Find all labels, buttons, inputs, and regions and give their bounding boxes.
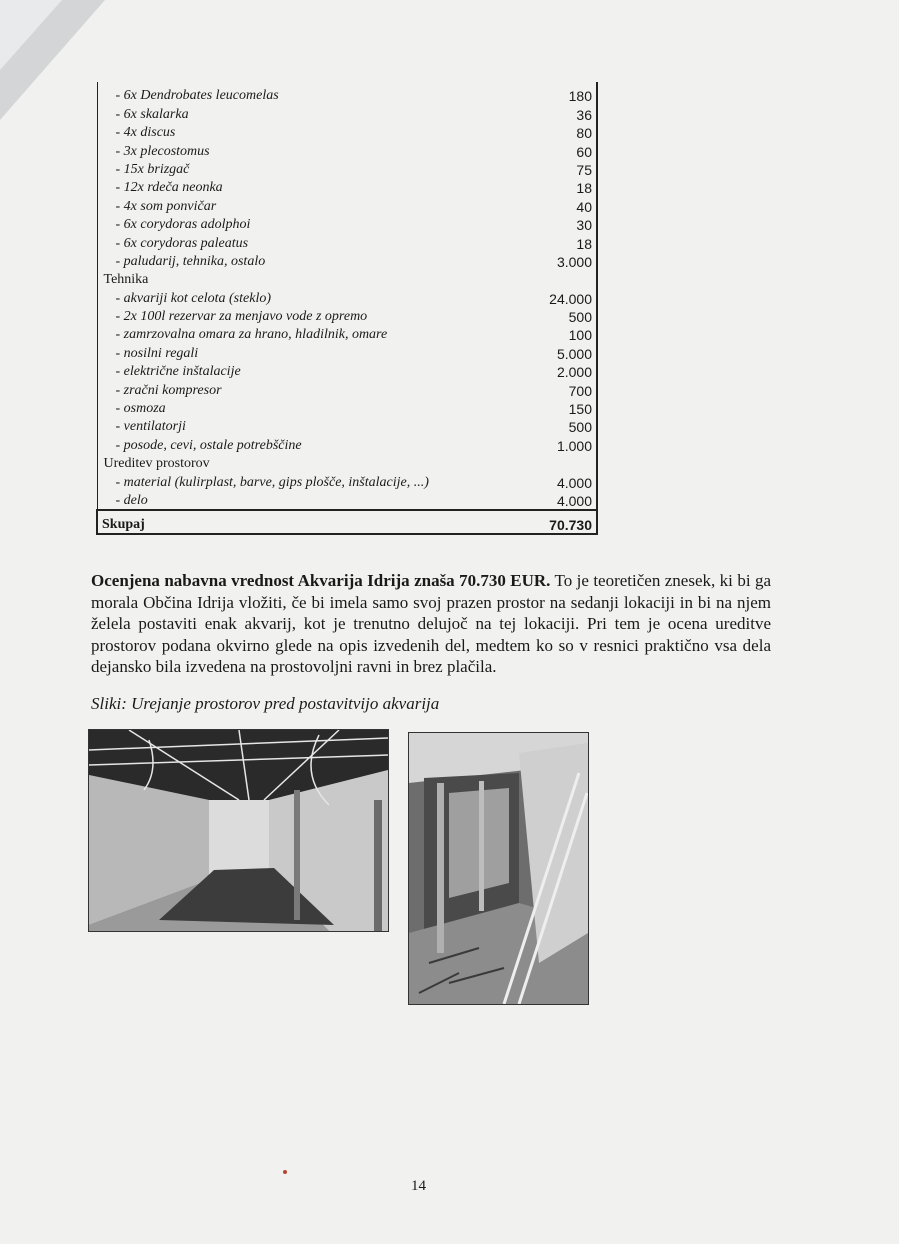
table-row bbox=[97, 178, 597, 196]
table-row bbox=[97, 82, 597, 104]
valuation-highlight: Ocenjena nabavna vrednost Akvarija Idrija znaša 70.730 EUR. bbox=[91, 571, 551, 590]
item-value: 36 bbox=[512, 104, 597, 122]
item-label: - ventilatorji bbox=[97, 417, 512, 435]
table-section-row bbox=[97, 270, 597, 288]
item-value: 60 bbox=[512, 141, 597, 159]
page-fold-corner bbox=[0, 0, 62, 70]
table-row bbox=[97, 123, 597, 141]
valuation-text: To je teoretičen znesek, ki bi ga morala Občina Idrija vložiti, če bi imela samo svoj prazen prostor na sedanji lokaciji in bi na njem želela postaviti enak akvarij, kot je trenutno delujoč na tej lokaciji. Pri tem je ocena ureditve prostorov podana okvirno glede na opis izvedenih del, medtem ko so v resnici praktično vsa dela dejansko bila izvedena na prostovoljni ravni in brez plačila. bbox=[91, 571, 772, 676]
item-label: - delo bbox=[97, 491, 512, 510]
table-row bbox=[97, 362, 597, 380]
cost-table bbox=[96, 82, 598, 535]
item-label: - zamrzovalna omara za hrano, hladilnik, omare bbox=[97, 325, 512, 343]
table-row bbox=[97, 196, 597, 214]
item-label: - 2x 100l rezervar za menjavo vode z opremo bbox=[97, 307, 512, 325]
item-value: 180 bbox=[512, 82, 597, 104]
section-label: Tehnika bbox=[97, 270, 512, 288]
table-row bbox=[97, 160, 597, 178]
item-label: - 15x brizgač bbox=[97, 160, 512, 178]
item-label: - zračni kompresor bbox=[97, 380, 512, 398]
item-value: 700 bbox=[512, 380, 597, 398]
photo-room-renovation-wide-image bbox=[89, 730, 388, 931]
table-row bbox=[97, 343, 597, 361]
item-value: 5.000 bbox=[512, 343, 597, 361]
valuation-paragraph bbox=[91, 570, 771, 678]
photo-caption: Sliki: Urejanje prostorov pred postavitvijo akvarija bbox=[91, 694, 440, 713]
item-value: 150 bbox=[512, 399, 597, 417]
table-row bbox=[97, 215, 597, 233]
item-value: 40 bbox=[512, 196, 597, 214]
item-label: - material (kulirplast, barve, gips plošče, inštalacije, ...) bbox=[97, 472, 512, 490]
item-value: 500 bbox=[512, 307, 597, 325]
item-label: - akvariji kot celota (steklo) bbox=[97, 288, 512, 306]
item-label: - 4x som ponvičar bbox=[97, 196, 512, 214]
item-label: - 3x plecostomus bbox=[97, 141, 512, 159]
item-label: - 12x rdeča neonka bbox=[97, 178, 512, 196]
table-row bbox=[97, 472, 597, 490]
item-value: 1.000 bbox=[512, 435, 597, 453]
table-row bbox=[97, 491, 597, 510]
item-value: 30 bbox=[512, 215, 597, 233]
table-row bbox=[97, 288, 597, 306]
item-label: - osmoza bbox=[97, 399, 512, 417]
item-label: - 6x Dendrobates leucomelas bbox=[97, 82, 512, 104]
item-label: - 6x skalarka bbox=[97, 104, 512, 122]
item-label: - električne inštalacije bbox=[97, 362, 512, 380]
photo-room-renovation-corridor-image bbox=[409, 733, 588, 1004]
item-value: 4.000 bbox=[512, 472, 597, 490]
item-label: - nosilni regali bbox=[97, 343, 512, 361]
item-label: - 4x discus bbox=[97, 123, 512, 141]
table-row bbox=[97, 307, 597, 325]
item-value: 3.000 bbox=[512, 252, 597, 270]
item-value bbox=[512, 454, 597, 472]
photo-room-renovation-corridor bbox=[408, 732, 589, 1005]
section-label: Ureditev prostorov bbox=[97, 454, 512, 472]
item-value: 75 bbox=[512, 160, 597, 178]
table-row bbox=[97, 325, 597, 343]
item-value: 24.000 bbox=[512, 288, 597, 306]
item-value: 100 bbox=[512, 325, 597, 343]
item-value: 80 bbox=[512, 123, 597, 141]
item-label: - 6x corydoras adolphoi bbox=[97, 215, 512, 233]
table-row bbox=[97, 141, 597, 159]
item-value: 500 bbox=[512, 417, 597, 435]
item-value: 18 bbox=[512, 233, 597, 251]
table-row bbox=[97, 104, 597, 122]
table-row bbox=[97, 417, 597, 435]
table-row bbox=[97, 435, 597, 453]
item-value: 2.000 bbox=[512, 362, 597, 380]
table-row bbox=[97, 252, 597, 270]
table-row bbox=[97, 380, 597, 398]
cost-table-body bbox=[97, 82, 597, 510]
photo-room-renovation-wide bbox=[88, 729, 389, 932]
total-value: 70.730 bbox=[512, 510, 597, 534]
item-label: - 6x corydoras paleatus bbox=[97, 233, 512, 251]
table-row bbox=[97, 399, 597, 417]
total-label: Skupaj bbox=[97, 510, 512, 534]
item-value bbox=[512, 270, 597, 288]
table-total-row bbox=[97, 510, 597, 534]
table-row bbox=[97, 233, 597, 251]
item-label: - paludarij, tehnika, ostalo bbox=[97, 252, 512, 270]
ink-dot bbox=[283, 1170, 287, 1174]
table-section-row bbox=[97, 454, 597, 472]
page-number: 14 bbox=[411, 1178, 426, 1194]
item-value: 4.000 bbox=[512, 491, 597, 510]
item-label: - posode, cevi, ostale potrebščine bbox=[97, 435, 512, 453]
item-value: 18 bbox=[512, 178, 597, 196]
